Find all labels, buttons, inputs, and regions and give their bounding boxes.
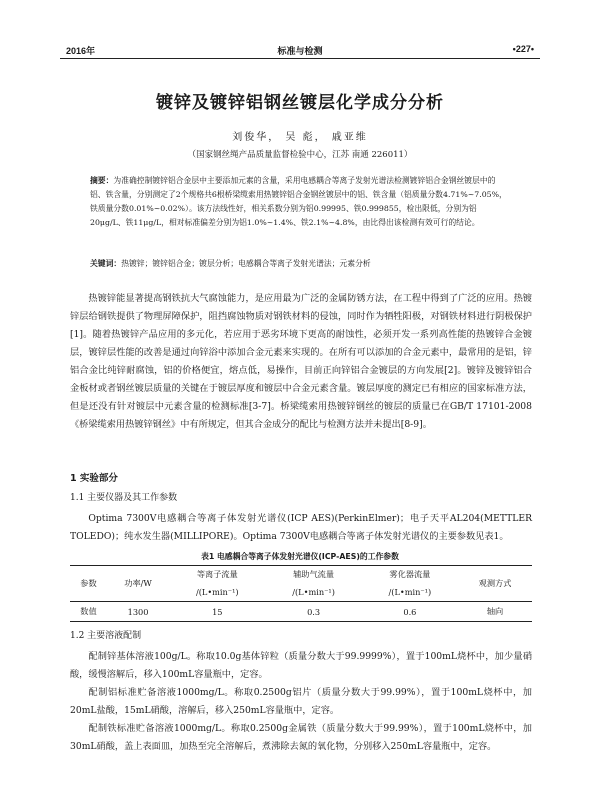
table1-header-neb-unit: /(L•min⁻¹) bbox=[388, 587, 432, 598]
header-year: 2016年 bbox=[66, 46, 96, 56]
solution-zinc-paragraph: 配制锌基体溶液100g/L。称取10.0g基体锌粒（质量分数大于99.9999%），置于100mL烧杯中，加少量硝酸，缓慢溶解后，移入100mL容量瓶中，定容。 bbox=[70, 651, 532, 680]
table1-header-aux: 辅助气流量 bbox=[265, 566, 361, 584]
keywords bbox=[90, 258, 510, 269]
subsection-heading-solutions: 1.2 主要溶液配制 bbox=[70, 631, 142, 641]
abstract-label: 摘要： bbox=[90, 176, 114, 185]
paper-title: 镀锌及镀锌铝钢丝镀层化学成分分析 bbox=[156, 93, 444, 113]
section-heading-experimental: 1 实验部分 bbox=[70, 473, 118, 484]
keywords-label: 关键词： bbox=[90, 259, 122, 268]
table1-cell-plasma: 15 bbox=[169, 602, 265, 622]
table1 bbox=[70, 565, 532, 622]
keywords-text: 热镀锌；镀锌铝合金；镀层分析；电感耦合等离子发射光谱法；元素分析 bbox=[121, 259, 371, 268]
solution-aluminum-paragraph: 配制铝标准贮备溶液1000mg/L。称取0.2500g铝片（质量分数大于99.99%），置于100mL烧杯中，加20mL盐酸，15mL硝酸，溶解后，移入250mL容量瓶中，定容。 bbox=[70, 687, 532, 716]
solution-iron-paragraph: 配制铁标准贮备溶液1000mg/L。称取0.2500g金属铁（质量分数大于99.99%），置于100mL烧杯中，加30mL硝酸，盖上表面皿，加热至完全溶解后，煮沸除去氮的氧化物，分别移入250mL容量瓶中，定容。 bbox=[70, 723, 532, 752]
table1-caption: 表1 电感耦合等离子体发射光谱仪(ICP-AES)的工作参数 bbox=[201, 552, 399, 561]
instruments-paragraph: Optima 7300V电感耦合等离子体发射光谱仪(ICP AES)(PerkinElmer)；电子天平AL204(METTLER TOLEDO)；纯水发生器(MILLIPORE)。Optima 7300V电感耦合等离子体发射光谱仪的主要参数见表1。 bbox=[70, 513, 532, 542]
table1-cell-aux: 0.3 bbox=[265, 602, 361, 622]
header-page-number: •227• bbox=[512, 44, 534, 54]
header-journal: 标准与检测 bbox=[277, 46, 323, 56]
table1-header-aux-unit: /(L•min⁻¹) bbox=[292, 587, 335, 598]
table1-header-param: 参数 bbox=[70, 566, 107, 602]
table1-cell-neb: 0.6 bbox=[362, 602, 458, 622]
table1-header-plasma-unit: /(L•min⁻¹) bbox=[195, 587, 239, 598]
authors: 刘俊华， 吴 彪， 戚亚维 bbox=[232, 132, 368, 143]
table1-header-neb: 雾化器流量 bbox=[362, 566, 458, 584]
affiliation: （国家钢丝绳产品质量监督检验中心，江苏 南通 226011） bbox=[187, 150, 413, 160]
intro-paragraph: 热镀锌能显著提高钢铁抗大气腐蚀能力，是应用最为广泛的金属防锈方法，在工程中得到了广泛的应用。热镀锌层给钢铁提供了物理屏障保护，阻挡腐蚀物质对钢铁材料的侵蚀，同时作为牺牲阳极，对钢铁材料进行阴极保护[1]。随着热镀锌产品应用的多元化，若应用于恶劣环境下更高的耐蚀性，必须开发一系列高性能的热镀锌合金镀层，镀锌层性能的改善是通过向锌浴中添加合金元素来实现的。在所有可以添加的合金元素中，最常用的是铝，锌铝合金比纯锌耐腐蚀，铝的价格便宜，熔点低，易操作，目前正向锌铝合金镀层的方向发展[2]。镀锌及镀锌铝合金板材或者钢丝镀层质量的关键在于镀层厚度和镀层中合金元素含量。镀层厚度的测定已有相应的国家标准方法，但是还没有针对镀层中元素含量的检测标准[3-7]。桥梁缆索用热镀锌钢丝的镀层的质量已在GB/T 17101-2008《桥梁缆索用热镀锌钢丝》中有所规定，但其合金成分的配比与检测方法并未提出[8-9]。 bbox=[70, 293, 532, 430]
table1-cell-power: 1300 bbox=[107, 602, 169, 622]
header-rule bbox=[60, 58, 540, 59]
subsection-heading-instruments: 1.1 主要仪器及其工作参数 bbox=[70, 493, 178, 503]
table1-header-view: 观测方式 bbox=[458, 566, 532, 602]
table-row bbox=[70, 602, 532, 622]
abstract-text: 为准确控制镀锌铝合金层中主要添加元素的含量，采用电感耦合等离子发射光谱法检测镀锌铝合金钢丝镀层中的铝、铁含量，分别测定了2个规格共6根桥梁缆索用热镀锌铝合金钢丝镀层中的铝、铁含量（铝质量分数4.71%~7.05%，铁质量分数0.01%~0.02%）。该方法线性好，相关系数分别为铝0.99995、铁0.999855，检出限低，分别为铝20μg/L、铁11μg/L，相对标准偏差分别为铝1.0%~1.4%、铁2.1%~4.8%，由比得出该检测有效可行的结论。 bbox=[90, 176, 507, 227]
table1-header-power: 功率/W bbox=[107, 566, 169, 602]
table1-header-plasma: 等离子流量 bbox=[169, 566, 265, 584]
table1-cell-label: 数值 bbox=[70, 602, 107, 622]
table1-cell-view: 轴向 bbox=[458, 602, 532, 622]
solutions-section bbox=[70, 648, 532, 756]
abstract bbox=[90, 174, 510, 230]
